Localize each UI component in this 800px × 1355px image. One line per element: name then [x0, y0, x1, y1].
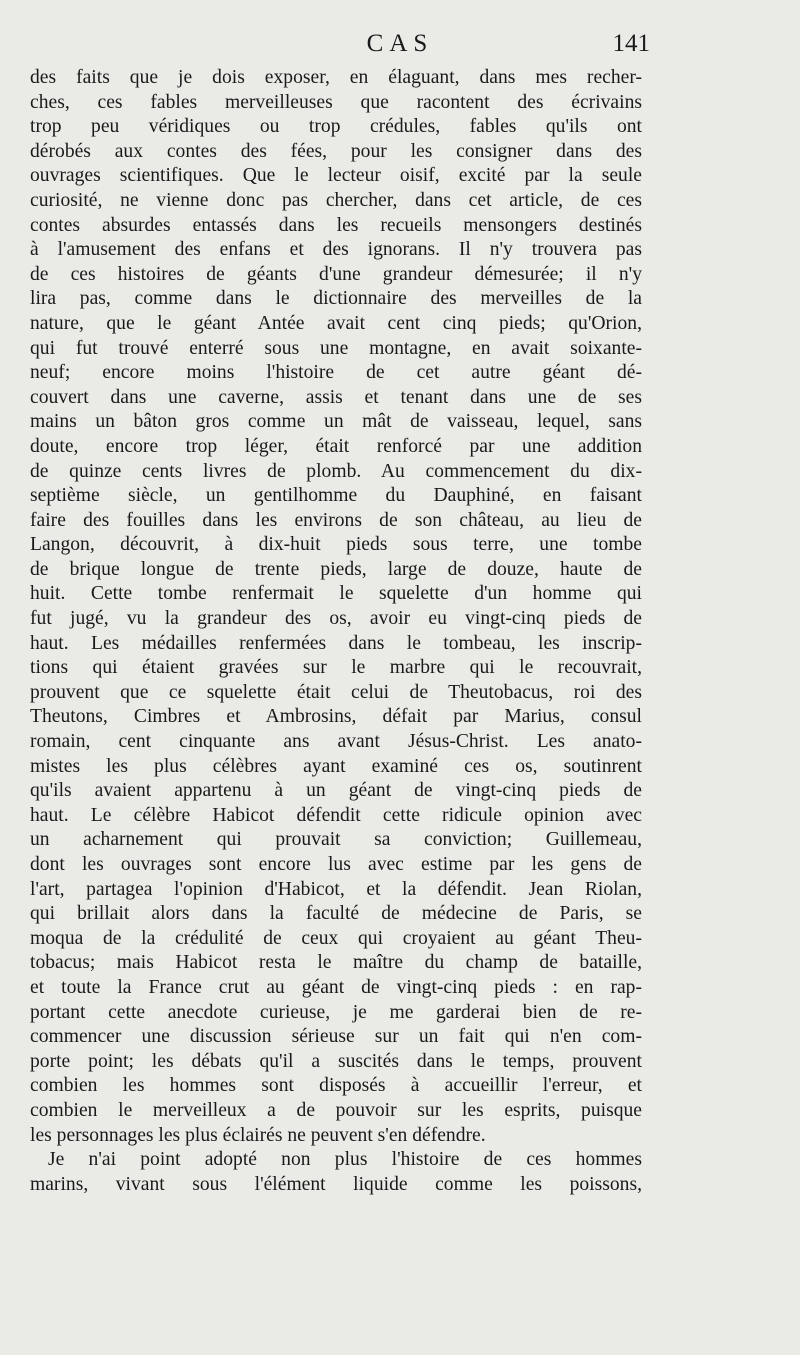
text-line: à l'amusement des enfans et des ignorans. Il n'y trouvera pas	[30, 239, 642, 261]
text-line: porte point; les débats qu'il a suscités dans le temps, prouvent	[30, 1050, 642, 1072]
text-line: curiosité, ne vienne donc pas chercher, dans cet article, de ces	[30, 189, 642, 211]
text-line: trop peu véridiques ou trop crédules, fables qu'ils ont	[30, 116, 642, 138]
text-line: de brique longue de trente pieds, large de douze, haute de	[30, 558, 642, 580]
text-line: dont les ouvrages sont encore lus avec estime par les gens de	[30, 854, 642, 875]
text-line: tobacus; mais Habicot resta le maître du champ de bataille,	[30, 952, 642, 974]
text-line: Theutons, Cimbres et Ambrosins, défait par Marius, consul	[30, 706, 642, 728]
text-line: moqua de la crédulité de ceux qui croyaient au géant Theu-	[30, 927, 642, 949]
text-line: dérobés aux contes des fées, pour les consigner dans des	[30, 140, 642, 162]
text-line: doute, encore trop léger, était renforcé par une addition	[30, 435, 642, 457]
text-line: nature, que le géant Antée avait cent cinq pieds; qu'Orion,	[30, 312, 642, 334]
text-line: des faits que je dois exposer, en élaguant, dans mes recher-	[30, 67, 642, 88]
text-line: l'art, partagea l'opinion d'Habicot, et la défendit. Jean Riolan,	[30, 878, 642, 900]
text-line: prouvent que ce squelette était celui de Theutobacus, roi des	[30, 681, 642, 703]
text-line: lira pas, comme dans le dictionnaire des merveilles de la	[30, 288, 642, 310]
text-line: ches, ces fables merveilleuses que racontent des écrivains	[30, 91, 642, 113]
text-line: haut. Le célèbre Habicot défendit cette ridicule opinion avec	[30, 804, 642, 826]
text-line: ouvrages scientifiques. Que le lecteur oisif, excité par la seule	[30, 165, 642, 187]
text-line: romain, cent cinquante ans avant Jésus-Christ. Les anato-	[30, 731, 642, 753]
body-text	[30, 66, 642, 1197]
text-line: mains un bâton gros comme un mât de vaisseau, lequel, sans	[30, 411, 642, 433]
text-line: de ces histoires de géants d'une grandeur démesurée; il n'y	[30, 263, 642, 285]
running-title: CAS	[366, 30, 434, 57]
text-line: qui brillait alors dans la faculté de médecine de Paris, se	[30, 903, 642, 925]
text-line: mistes les plus célèbres ayant examiné ces os, soutinrent	[30, 755, 642, 777]
text-line: marins, vivant sous l'élément liquide comme les poissons,	[30, 1173, 642, 1195]
text-line: Langon, découvrit, à dix-huit pieds sous terre, une tombe	[30, 534, 642, 556]
text-line: qui fut trouvé enterré sous une montagne, en avait soixante-	[30, 337, 642, 359]
text-line: les personnages les plus éclairés ne peuvent s'en défendre.	[30, 1124, 486, 1146]
text-line: de quinze cents livres de plomb. Au commencement du dix-	[30, 460, 642, 482]
text-line: huit. Cette tombe renfermait le squelette d'un homme qui	[30, 583, 642, 605]
text-line: combien les hommes sont disposés à accueillir l'erreur, et	[30, 1075, 642, 1097]
text-line: combien le merveilleux a de pouvoir sur les esprits, puisque	[30, 1099, 642, 1121]
text-line: un acharnement qui prouvait sa conviction; Guillemeau,	[30, 829, 642, 851]
text-line: fut jugé, vu la grandeur des os, avoir eu vingt-cinq pieds de	[30, 608, 642, 630]
text-line: haut. Les médailles renfermées dans le tombeau, les inscrip-	[30, 632, 642, 654]
text-line: Je n'ai point adopté non plus l'histoire de ces hommes	[48, 1149, 642, 1171]
text-line: faire des fouilles dans les environs de son château, au lieu de	[30, 509, 642, 531]
text-line: et toute la France crut au géant de vingt-cinq pieds : en rap-	[30, 976, 642, 998]
text-line: septième siècle, un gentilhomme du Dauphiné, en faisant	[30, 485, 642, 507]
text-line: tions qui étaient gravées sur le marbre qui le recouvrait,	[30, 657, 642, 679]
text-line: commencer une discussion sérieuse sur un fait qui n'en com-	[30, 1026, 642, 1048]
text-line: couvert dans une caverne, assis et tenant dans une de ses	[30, 386, 642, 408]
text-line: neuf; encore moins l'histoire de cet autre géant dé-	[30, 362, 642, 384]
text-line: portant cette anecdote curieuse, je me garderai bien de re-	[30, 1001, 642, 1023]
page-header	[0, 30, 800, 64]
page-number: 141	[612, 30, 650, 57]
text-line: contes absurdes entassés dans les recueils mensongers destinés	[30, 214, 642, 236]
text-line: qu'ils avaient appartenu à un géant de vingt-cinq pieds de	[30, 780, 642, 802]
